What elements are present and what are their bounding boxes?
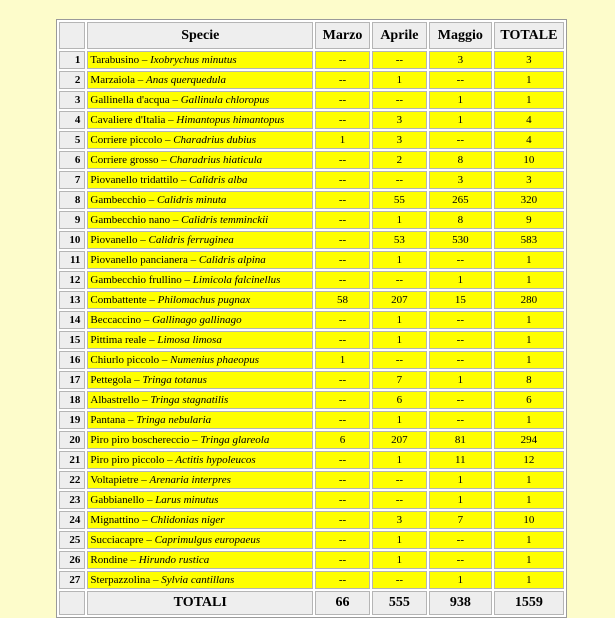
count-maggio: -- xyxy=(429,71,492,89)
count-aprile: 207 xyxy=(372,431,427,449)
row-number: 6 xyxy=(59,151,85,169)
species-common-name: Gallinella d'acqua xyxy=(90,94,170,106)
species-common-name: Beccaccino xyxy=(90,314,142,326)
count-maggio: 3 xyxy=(429,171,492,189)
count-maggio: -- xyxy=(429,411,492,429)
row-number: 24 xyxy=(59,511,85,529)
row-number: 22 xyxy=(59,471,85,489)
species-common-name: Voltapietre xyxy=(90,474,139,486)
count-marzo: -- xyxy=(315,71,370,89)
table-row xyxy=(59,191,564,209)
species-separator: – xyxy=(127,554,139,566)
species-name xyxy=(87,211,313,229)
species-separator: – xyxy=(146,294,158,306)
species-name xyxy=(87,111,313,129)
species-name xyxy=(87,331,313,349)
species-common-name: Mignattino xyxy=(90,514,140,526)
count-marzo: -- xyxy=(315,171,370,189)
count-aprile: 1 xyxy=(372,71,427,89)
species-separator: – xyxy=(189,434,201,446)
count-maggio: -- xyxy=(429,251,492,269)
species-separator: – xyxy=(181,274,193,286)
count-maggio: 7 xyxy=(429,511,492,529)
row-number: 27 xyxy=(59,571,85,589)
species-separator: – xyxy=(164,454,176,466)
count-aprile: 207 xyxy=(372,291,427,309)
species-separator: – xyxy=(162,134,174,146)
species-scientific-name: Tringa glareola xyxy=(200,434,270,446)
species-name xyxy=(87,351,313,369)
species-separator: – xyxy=(139,394,151,406)
count-aprile: 1 xyxy=(372,211,427,229)
count-aprile: 1 xyxy=(372,531,427,549)
species-scientific-name: Chlidonias niger xyxy=(150,514,225,526)
table-row xyxy=(59,431,564,449)
species-scientific-name: Gallinula chloropus xyxy=(180,94,270,106)
species-name xyxy=(87,251,313,269)
species-separator: – xyxy=(135,74,147,86)
row-number: 15 xyxy=(59,331,85,349)
count-maggio: 1 xyxy=(429,471,492,489)
header-totale: TOTALE xyxy=(494,22,564,49)
table-row xyxy=(59,531,564,549)
count-aprile: 1 xyxy=(372,411,427,429)
count-aprile: 1 xyxy=(372,551,427,569)
count-totale: 4 xyxy=(494,111,564,129)
count-marzo: -- xyxy=(315,91,370,109)
species-scientific-name: Gallinago gallinago xyxy=(152,314,242,326)
species-separator: – xyxy=(165,114,177,126)
count-totale: 1 xyxy=(494,91,564,109)
species-common-name: Chiurlo piccolo xyxy=(90,354,160,366)
row-number: 18 xyxy=(59,391,85,409)
count-maggio: 1 xyxy=(429,571,492,589)
species-name xyxy=(87,511,313,529)
count-totale: 3 xyxy=(494,51,564,69)
count-totale: 1 xyxy=(494,491,564,509)
species-scientific-name: Larus minutus xyxy=(155,494,219,506)
species-name xyxy=(87,571,313,589)
row-number: 8 xyxy=(59,191,85,209)
count-maggio: 1 xyxy=(429,371,492,389)
species-separator: – xyxy=(170,214,182,226)
species-separator: – xyxy=(178,174,190,186)
totals-maggio: 938 xyxy=(429,591,492,615)
species-name xyxy=(87,531,313,549)
species-name xyxy=(87,451,313,469)
species-common-name: Gabbianello xyxy=(90,494,145,506)
species-separator: – xyxy=(150,574,162,586)
species-scientific-name: Anas querquedula xyxy=(146,74,226,86)
count-maggio: 1 xyxy=(429,91,492,109)
row-number: 11 xyxy=(59,251,85,269)
count-totale: 583 xyxy=(494,231,564,249)
table-row xyxy=(59,151,564,169)
table-row xyxy=(59,271,564,289)
count-maggio: 1 xyxy=(429,271,492,289)
table-row xyxy=(59,71,564,89)
count-aprile: -- xyxy=(372,91,427,109)
table-row xyxy=(59,471,564,489)
table-row xyxy=(59,231,564,249)
count-maggio: -- xyxy=(429,391,492,409)
species-separator: – xyxy=(139,54,151,66)
count-aprile: 1 xyxy=(372,451,427,469)
count-marzo: -- xyxy=(315,571,370,589)
count-totale: 1 xyxy=(494,531,564,549)
species-scientific-name: Calidris ferruginea xyxy=(148,234,234,246)
species-name xyxy=(87,411,313,429)
species-name xyxy=(87,431,313,449)
totals-marzo: 66 xyxy=(315,591,370,615)
count-marzo: -- xyxy=(315,551,370,569)
count-totale: 1 xyxy=(494,271,564,289)
row-number: 16 xyxy=(59,351,85,369)
species-scientific-name: Himantopus himantopus xyxy=(176,114,285,126)
species-name xyxy=(87,271,313,289)
totals-label: TOTALI xyxy=(87,591,313,615)
count-totale: 10 xyxy=(494,151,564,169)
count-totale: 1 xyxy=(494,311,564,329)
count-marzo: -- xyxy=(315,331,370,349)
count-aprile: 53 xyxy=(372,231,427,249)
table-row xyxy=(59,511,564,529)
count-maggio: 1 xyxy=(429,491,492,509)
species-separator: – xyxy=(139,514,151,526)
species-name xyxy=(87,391,313,409)
count-maggio: -- xyxy=(429,311,492,329)
species-common-name: Piovanello tridattilo xyxy=(90,174,179,186)
count-marzo: -- xyxy=(315,191,370,209)
species-scientific-name: Tringa stagnatilis xyxy=(150,394,229,406)
header-marzo: Marzo xyxy=(315,22,370,49)
species-common-name: Tarabusino xyxy=(90,54,140,66)
table-row xyxy=(59,211,564,229)
row-number: 13 xyxy=(59,291,85,309)
table-row xyxy=(59,371,564,389)
row-number: 1 xyxy=(59,51,85,69)
count-maggio: 11 xyxy=(429,451,492,469)
row-number: 12 xyxy=(59,271,85,289)
count-maggio: -- xyxy=(429,531,492,549)
count-maggio: 81 xyxy=(429,431,492,449)
species-separator: – xyxy=(146,334,158,346)
totals-blank xyxy=(59,591,85,615)
species-common-name: Succiacapre xyxy=(90,534,144,546)
species-name xyxy=(87,491,313,509)
species-scientific-name: Hirundo rustica xyxy=(138,554,210,566)
count-marzo: -- xyxy=(315,231,370,249)
species-name xyxy=(87,551,313,569)
row-number: 2 xyxy=(59,71,85,89)
count-marzo: -- xyxy=(315,471,370,489)
count-aprile: -- xyxy=(372,571,427,589)
species-scientific-name: Ixobrychus minutus xyxy=(150,54,237,66)
header-aprile: Aprile xyxy=(372,22,427,49)
table-row xyxy=(59,251,564,269)
table-row xyxy=(59,171,564,189)
row-number: 14 xyxy=(59,311,85,329)
count-aprile: 6 xyxy=(372,391,427,409)
count-aprile: 1 xyxy=(372,251,427,269)
count-totale: 6 xyxy=(494,391,564,409)
count-aprile: 55 xyxy=(372,191,427,209)
species-name xyxy=(87,371,313,389)
count-marzo: 1 xyxy=(315,351,370,369)
species-name xyxy=(87,71,313,89)
species-name xyxy=(87,151,313,169)
count-marzo: -- xyxy=(315,531,370,549)
species-table xyxy=(56,19,567,618)
species-scientific-name: Philomachus pugnax xyxy=(157,294,251,306)
count-totale: 1 xyxy=(494,71,564,89)
species-separator: – xyxy=(138,474,150,486)
species-common-name: Corriere piccolo xyxy=(90,134,163,146)
species-scientific-name: Arenaria interpres xyxy=(149,474,231,486)
species-scientific-name: Caprimulgus europaeus xyxy=(154,534,261,546)
count-maggio: 265 xyxy=(429,191,492,209)
species-name xyxy=(87,51,313,69)
species-name xyxy=(87,171,313,189)
header-index xyxy=(59,22,85,49)
count-totale: 1 xyxy=(494,471,564,489)
species-common-name: Gambecchio xyxy=(90,194,147,206)
species-name xyxy=(87,291,313,309)
row-number: 17 xyxy=(59,371,85,389)
species-separator: – xyxy=(141,314,153,326)
species-scientific-name: Numenius phaeopus xyxy=(170,354,260,366)
count-maggio: -- xyxy=(429,551,492,569)
species-common-name: Gambecchio frullino xyxy=(90,274,182,286)
species-separator: – xyxy=(131,374,143,386)
species-separator: – xyxy=(144,494,156,506)
species-common-name: Piro piro boschereccio xyxy=(90,434,190,446)
species-name xyxy=(87,131,313,149)
count-totale: 12 xyxy=(494,451,564,469)
table-row xyxy=(59,571,564,589)
count-marzo: -- xyxy=(315,51,370,69)
species-name xyxy=(87,471,313,489)
species-separator: – xyxy=(143,534,155,546)
species-name xyxy=(87,311,313,329)
header-row xyxy=(59,22,564,49)
species-separator: – xyxy=(159,354,171,366)
species-table-container xyxy=(56,19,567,618)
count-marzo: 1 xyxy=(315,131,370,149)
table-row xyxy=(59,491,564,509)
count-totale: 1 xyxy=(494,251,564,269)
count-totale: 320 xyxy=(494,191,564,209)
species-common-name: Albastrello xyxy=(90,394,140,406)
table-row xyxy=(59,291,564,309)
row-number: 5 xyxy=(59,131,85,149)
species-scientific-name: Tringa nebularia xyxy=(136,414,212,426)
row-number: 10 xyxy=(59,231,85,249)
count-aprile: -- xyxy=(372,471,427,489)
count-totale: 294 xyxy=(494,431,564,449)
row-number: 26 xyxy=(59,551,85,569)
count-aprile: 3 xyxy=(372,511,427,529)
table-row xyxy=(59,51,564,69)
species-name xyxy=(87,231,313,249)
count-marzo: -- xyxy=(315,451,370,469)
species-name xyxy=(87,91,313,109)
count-marzo: -- xyxy=(315,111,370,129)
species-common-name: Pittima reale xyxy=(90,334,147,346)
count-maggio: 3 xyxy=(429,51,492,69)
table-row xyxy=(59,311,564,329)
table-row xyxy=(59,451,564,469)
table-row xyxy=(59,551,564,569)
species-scientific-name: Limicola falcinellus xyxy=(192,274,281,286)
row-number: 23 xyxy=(59,491,85,509)
count-aprile: -- xyxy=(372,171,427,189)
header-maggio: Maggio xyxy=(429,22,492,49)
table-row xyxy=(59,411,564,429)
species-separator: – xyxy=(169,94,181,106)
species-common-name: Pettegola xyxy=(90,374,132,386)
count-aprile: 1 xyxy=(372,311,427,329)
row-number: 7 xyxy=(59,171,85,189)
count-aprile: -- xyxy=(372,351,427,369)
row-number: 25 xyxy=(59,531,85,549)
table-row xyxy=(59,391,564,409)
count-marzo: -- xyxy=(315,491,370,509)
count-aprile: 2 xyxy=(372,151,427,169)
totals-row xyxy=(59,591,564,615)
count-marzo: -- xyxy=(315,211,370,229)
count-maggio: 15 xyxy=(429,291,492,309)
count-totale: 1 xyxy=(494,331,564,349)
count-totale: 280 xyxy=(494,291,564,309)
species-scientific-name: Actitis hypoleucos xyxy=(175,454,256,466)
count-maggio: 8 xyxy=(429,151,492,169)
count-maggio: -- xyxy=(429,131,492,149)
count-aprile: -- xyxy=(372,51,427,69)
count-totale: 9 xyxy=(494,211,564,229)
species-name xyxy=(87,191,313,209)
table-row xyxy=(59,331,564,349)
count-marzo: -- xyxy=(315,271,370,289)
count-marzo: -- xyxy=(315,511,370,529)
count-totale: 1 xyxy=(494,351,564,369)
row-number: 21 xyxy=(59,451,85,469)
count-maggio: 8 xyxy=(429,211,492,229)
totals-totale: 1559 xyxy=(494,591,564,615)
row-number: 3 xyxy=(59,91,85,109)
count-totale: 4 xyxy=(494,131,564,149)
count-maggio: 530 xyxy=(429,231,492,249)
row-number: 19 xyxy=(59,411,85,429)
count-aprile: -- xyxy=(372,491,427,509)
table-row xyxy=(59,111,564,129)
table-row xyxy=(59,131,564,149)
count-marzo: -- xyxy=(315,411,370,429)
count-marzo: 6 xyxy=(315,431,370,449)
species-common-name: Piovanello xyxy=(90,234,138,246)
species-scientific-name: Limosa limosa xyxy=(157,334,222,346)
count-aprile: 1 xyxy=(372,331,427,349)
row-number: 4 xyxy=(59,111,85,129)
species-separator: – xyxy=(125,414,137,426)
count-marzo: -- xyxy=(315,251,370,269)
header-specie: Specie xyxy=(87,22,313,49)
count-totale: 1 xyxy=(494,551,564,569)
count-maggio: -- xyxy=(429,331,492,349)
count-totale: 1 xyxy=(494,411,564,429)
species-separator: – xyxy=(146,194,158,206)
species-common-name: Gambecchio nano xyxy=(90,214,171,226)
species-scientific-name: Calidris minuta xyxy=(157,194,227,206)
row-number: 9 xyxy=(59,211,85,229)
species-scientific-name: Calidris alba xyxy=(189,174,248,186)
count-aprile: 3 xyxy=(372,131,427,149)
count-marzo: -- xyxy=(315,311,370,329)
species-separator: – xyxy=(158,154,170,166)
table-row xyxy=(59,351,564,369)
count-aprile: 3 xyxy=(372,111,427,129)
species-common-name: Sterpazzolina xyxy=(90,574,151,586)
count-maggio: -- xyxy=(429,351,492,369)
count-aprile: -- xyxy=(372,271,427,289)
species-common-name: Cavaliere d'Italia xyxy=(90,114,166,126)
count-marzo: -- xyxy=(315,151,370,169)
count-maggio: 1 xyxy=(429,111,492,129)
count-marzo: 58 xyxy=(315,291,370,309)
count-totale: 3 xyxy=(494,171,564,189)
species-scientific-name: Charadrius hiaticula xyxy=(169,154,263,166)
species-scientific-name: Tringa totanus xyxy=(142,374,207,386)
count-marzo: -- xyxy=(315,371,370,389)
species-separator: – xyxy=(187,254,199,266)
species-scientific-name: Sylvia cantillans xyxy=(161,574,235,586)
species-scientific-name: Calidris alpina xyxy=(198,254,266,266)
count-totale: 10 xyxy=(494,511,564,529)
count-totale: 8 xyxy=(494,371,564,389)
species-common-name: Corriere grosso xyxy=(90,154,159,166)
species-scientific-name: Calidris temminckii xyxy=(181,214,269,226)
species-common-name: Marzaiola xyxy=(90,74,136,86)
species-common-name: Pantana xyxy=(90,414,126,426)
totals-aprile: 555 xyxy=(372,591,427,615)
species-separator: – xyxy=(137,234,149,246)
count-totale: 1 xyxy=(494,571,564,589)
count-marzo: -- xyxy=(315,391,370,409)
species-common-name: Piro piro piccolo xyxy=(90,454,165,466)
species-scientific-name: Charadrius dubius xyxy=(173,134,257,146)
species-common-name: Combattente xyxy=(90,294,147,306)
count-aprile: 7 xyxy=(372,371,427,389)
table-row xyxy=(59,91,564,109)
row-number: 20 xyxy=(59,431,85,449)
species-common-name: Piovanello pancianera xyxy=(90,254,188,266)
species-common-name: Rondine xyxy=(90,554,128,566)
